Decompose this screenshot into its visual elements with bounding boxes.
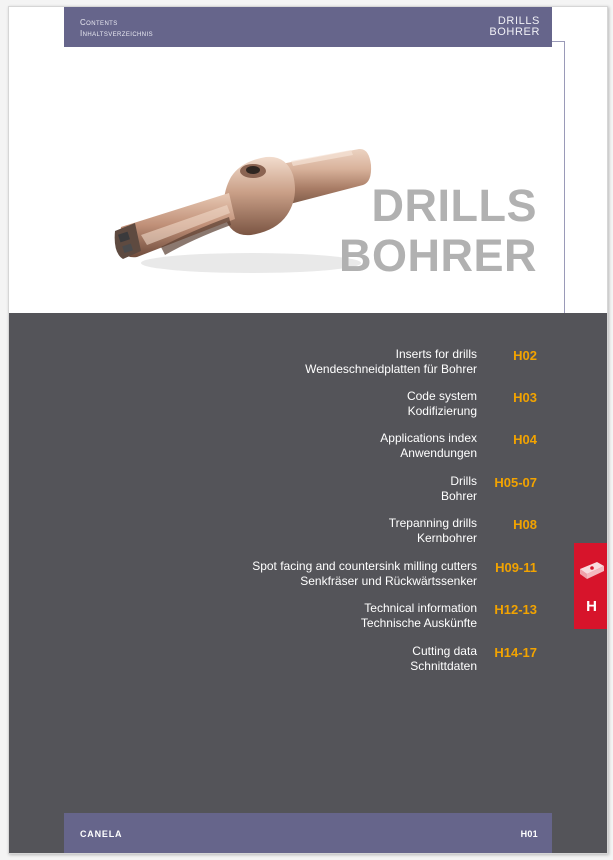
toc-item-text [380,431,477,461]
toc-item-label-en: Inserts for drills [395,347,477,361]
toc-item-inserts[interactable] [9,347,608,381]
header-chapter-label [489,16,540,38]
toc-item-text [361,601,477,631]
chapter-title [339,181,537,281]
toc-item-text [410,644,477,674]
header-chapter-en: DRILLS [497,15,540,27]
toc-item-label-en: Trepanning drills [388,516,477,530]
toc-item-text [305,347,477,377]
toc-item-label-en: Applications index [380,431,477,445]
toc-item-label-en: Drills [450,474,477,488]
drill-insert-icon [577,557,607,587]
header-bar [64,7,552,47]
footer-bar [64,813,552,854]
toc-item-page-code: H03 [513,390,537,405]
chapter-side-tab[interactable] [574,543,608,629]
side-tab-letter: H [586,598,597,615]
toc-item-label-en: Code system [406,389,477,403]
toc-item-label-de: Bohrer [440,489,477,503]
footer-page-number: H01 [520,829,538,839]
toc-item-page-code: H14-17 [494,645,537,660]
footer-brand: CANELA [80,829,123,839]
header-section-label [80,17,153,39]
toc-item-page-code: H04 [513,432,537,447]
toc-item-page-code: H09-11 [495,560,537,575]
toc-item-applications[interactable] [9,431,608,465]
toc-item-page-code: H08 [513,517,537,532]
toc-item-text [389,516,477,546]
toc-item-cutting-data[interactable] [9,644,608,678]
toc-item-trepanning[interactable] [9,516,608,550]
catalog-sheet [8,6,608,854]
toc-item-page-code: H12-13 [494,602,537,617]
toc-item-technical-info[interactable] [9,601,608,635]
header-contents-label: Contents [80,18,118,27]
toc-item-label-de: Technische Auskünfte [360,616,477,630]
drill-product-image [101,135,376,285]
chapter-title-de: BOHRER [338,230,537,281]
toc-item-label-en: Technical information [364,601,477,615]
toc-item-text [441,474,477,504]
toc-item-text [252,559,477,589]
toc-item-drills[interactable] [9,474,608,508]
toc-item-page-code: H02 [513,348,537,363]
toc-item-code-system[interactable] [9,389,608,423]
toc-item-label-de: Anwendungen [400,446,477,460]
chapter-title-en: DRILLS [371,180,537,231]
toc-item-label-en: Cutting data [412,644,477,658]
toc-item-label-de: Kernbohrer [416,531,477,545]
toc-item-text [407,389,477,419]
header-inhalt-label: Inhaltsverzeichnis [80,29,153,38]
toc-item-label-en: Spot facing and countersink milling cutters [252,559,477,573]
toc-item-label-de: Kodifizierung [407,404,477,418]
toc-item-label-de: Wendeschneidplatten für Bohrer [305,362,477,376]
toc-item-label-de: Schnittdaten [410,659,477,673]
toc-item-label-de: Senkfräser und Rückwärtssenker [300,574,477,588]
toc-item-page-code: H05-07 [494,475,537,490]
toc-item-spot-facing[interactable] [9,559,608,593]
header-chapter-de: BOHRER [489,26,540,38]
